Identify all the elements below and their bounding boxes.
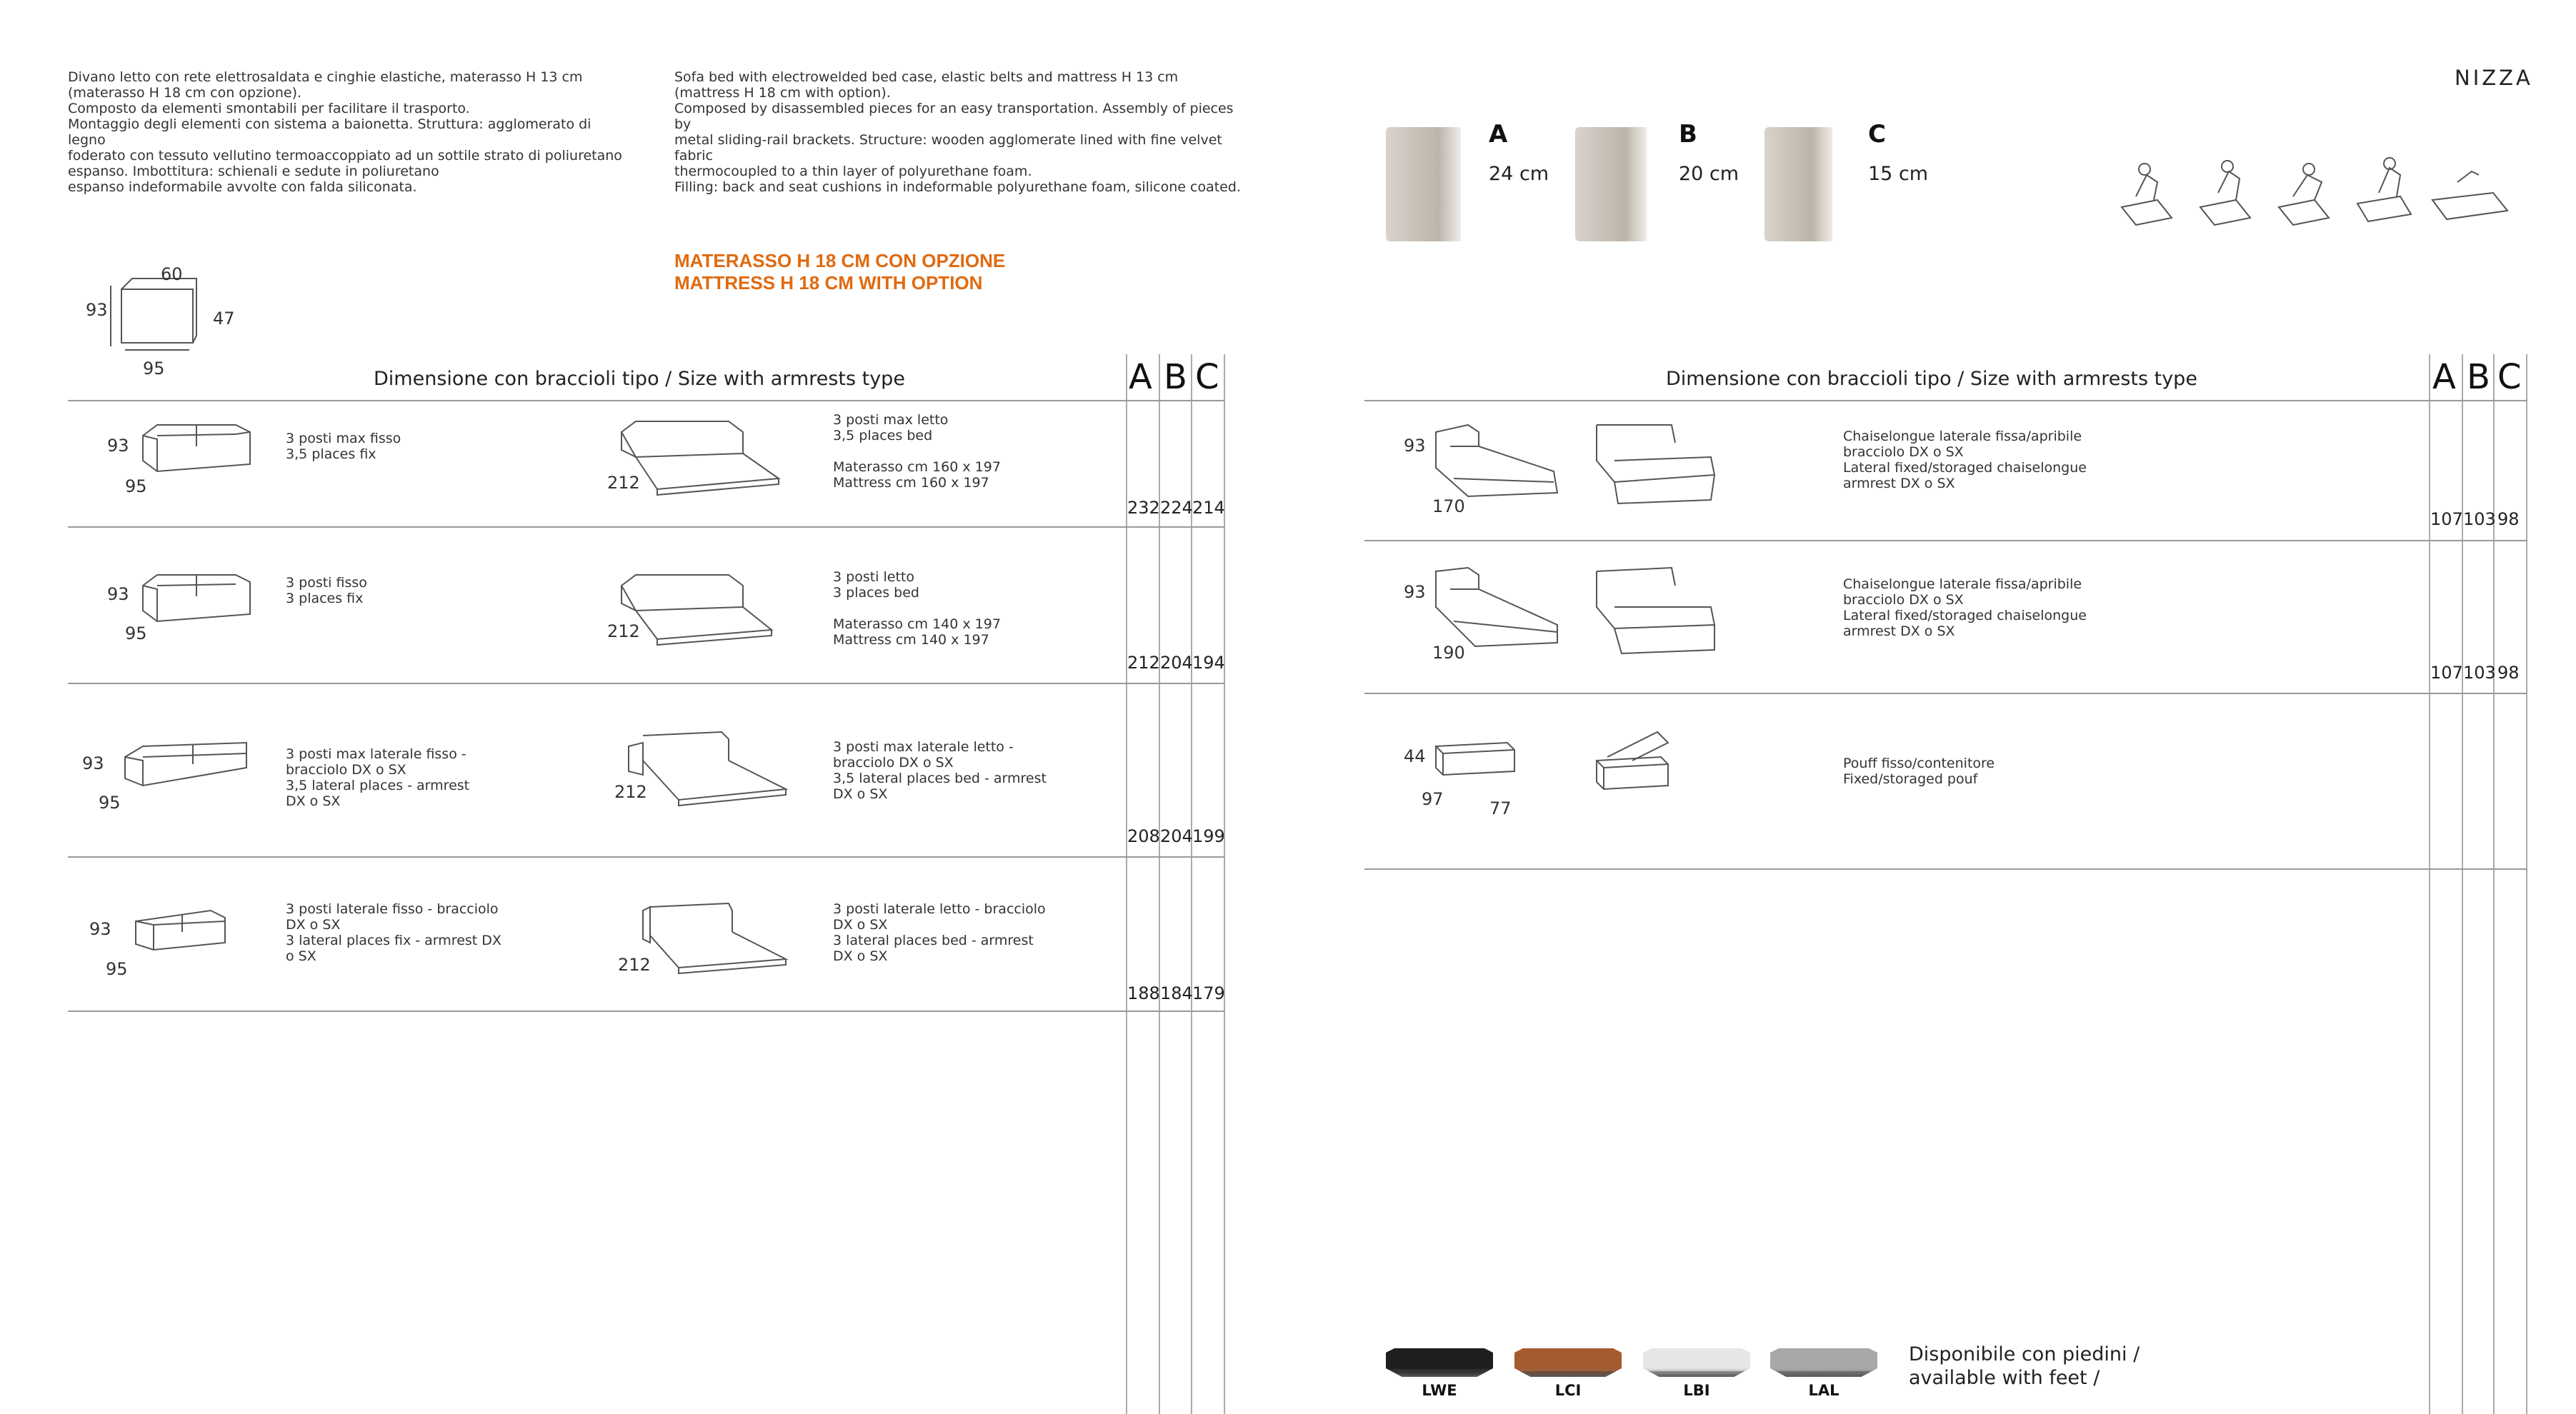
row-width: 97 <box>1422 789 1444 809</box>
row-height: 93 <box>107 584 129 604</box>
row-width: 190 <box>1432 643 1465 663</box>
row-width: 95 <box>99 793 121 813</box>
intro-line: (materasso H 18 cm con opzione). <box>68 85 302 101</box>
row-height: 93 <box>89 919 111 939</box>
row-height: 93 <box>107 436 129 456</box>
intro-italian <box>68 69 625 195</box>
cushion-photo-c <box>1764 127 1832 241</box>
sofa-sketch <box>129 414 271 486</box>
cushion-label-b: B <box>1679 120 1697 149</box>
value-b: 204 <box>1160 826 1193 846</box>
value-c: 98 <box>2497 509 2520 529</box>
value-a: 212 <box>1127 653 1160 673</box>
bed-description: 3 posti max laterale letto - bracciolo DX o SX 3,5 lateral places bed - armrest DX o SX <box>833 739 1047 802</box>
left-table-rule <box>68 400 1225 401</box>
armrest-width: 95 <box>143 358 165 378</box>
cushion-size-c: 15 cm <box>1868 163 1929 185</box>
feet-note: Disponibile con piedini / available with feet / <box>1909 1343 2140 1389</box>
left-table-rule <box>68 526 1225 528</box>
value-b: 184 <box>1160 983 1193 1003</box>
armrest-height: 93 <box>86 300 108 320</box>
row-width: 95 <box>125 476 147 496</box>
bed-width: 212 <box>614 782 647 802</box>
sofa-sketch <box>129 564 271 636</box>
sofa-bed-sketch <box>614 411 793 503</box>
value-a: 208 <box>1127 826 1160 846</box>
cushion-label-c: C <box>1868 120 1886 149</box>
sofa-sketch <box>125 900 268 971</box>
row-height: 93 <box>82 753 104 773</box>
left-table-title: Dimensione con braccioli tipo / Size with armrests type <box>374 368 905 390</box>
cushion-label-a: A <box>1489 120 1508 149</box>
value-a: 107 <box>2430 663 2463 683</box>
value-b: 224 <box>1160 498 1193 518</box>
intro-line: (mattress H 18 cm with option). <box>674 85 891 101</box>
foot-swatch <box>1643 1348 1750 1377</box>
row-height: 44 <box>1404 746 1426 766</box>
row-description: 3 posti max fisso 3,5 places fix <box>286 431 401 462</box>
brand-title: NIZZA <box>2455 66 2533 90</box>
intro-line: Montaggio degli elementi con sistema a baionetta. Struttura: agglomerato di legno <box>68 116 591 148</box>
row-description: 3 posti fisso 3 places fix <box>286 575 367 606</box>
value-c: 194 <box>1192 653 1225 673</box>
right-table-title: Dimensione con braccioli tipo / Size with armrests type <box>1666 368 2197 390</box>
right-col-head-c: C <box>2497 357 2522 397</box>
foot-swatch <box>1514 1348 1622 1377</box>
sofa-bed-sketch <box>621 721 807 814</box>
cushion-size-b: 20 cm <box>1679 163 1739 185</box>
left-col-head-b: B <box>1164 357 1187 397</box>
intro-line: Sofa bed with electrowelded bed case, elastic belts and mattress H 13 cm <box>674 69 1179 85</box>
row-width: 170 <box>1432 496 1465 516</box>
value-c: 199 <box>1192 826 1225 846</box>
value-b: 204 <box>1160 653 1193 673</box>
value-a: 107 <box>2430 509 2463 529</box>
value-c: 98 <box>2497 663 2520 683</box>
row-description: Chaiselongue laterale fissa/apribile bracciolo DX o SX Lateral fixed/storaged chaiselongue armrest DX o SX <box>1843 428 2087 491</box>
cushion-photo-a <box>1386 127 1461 241</box>
pouf-open-sketch <box>1589 725 1689 796</box>
right-col-divider <box>2526 354 2527 1414</box>
row-width: 95 <box>106 959 128 979</box>
left-col-head-c: C <box>1195 357 1219 397</box>
foot-code: LAL <box>1808 1382 1839 1399</box>
intro-line: metal sliding-rail brackets. Structure: wooden agglomerate lined with fine velvet fabric <box>674 132 1222 164</box>
row-depth: 77 <box>1489 798 1512 818</box>
intro-line: thermocoupled to a thin layer of polyurethane foam. <box>674 164 1032 179</box>
row-description: 3 posti laterale fisso - bracciolo DX o SX 3 lateral places fix - armrest DX o SX <box>286 901 501 964</box>
right-table-rule <box>1364 400 2527 401</box>
sofa-sketch <box>114 732 271 803</box>
intro-english <box>674 69 1246 195</box>
chaiselongue-open-sketch <box>1586 418 1750 511</box>
armrest-diagram <box>79 257 250 386</box>
left-table-rule <box>68 683 1225 684</box>
intro-line: Composto da elementi smontabili per facilitare il trasporto. <box>68 101 470 116</box>
bed-width: 212 <box>607 621 640 641</box>
right-col-head-a: A <box>2432 357 2456 397</box>
bed-description: 3 posti laterale letto - bracciolo DX o SX 3 lateral places bed - armrest DX o SX <box>833 901 1046 964</box>
foot-code: LWE <box>1422 1382 1457 1399</box>
value-c: 179 <box>1192 983 1225 1003</box>
foot-code: LCI <box>1554 1382 1582 1399</box>
value-b: 103 <box>2463 663 2496 683</box>
intro-line: espanso. Imbottitura: schienali e sedute in poliuretano <box>68 164 439 179</box>
sofa-bed-sketch <box>614 564 793 657</box>
armrest-depth: 60 <box>161 264 183 284</box>
foot-code: LBI <box>1683 1382 1710 1399</box>
cushion-photo-b <box>1575 127 1647 241</box>
row-description: Pouff fisso/contenitore Fixed/storaged pouf <box>1843 756 1995 787</box>
left-col-head-a: A <box>1129 357 1152 397</box>
row-width: 95 <box>125 623 147 643</box>
armrest-seat: 47 <box>213 309 235 329</box>
sofa-bed-sketch <box>636 896 814 989</box>
intro-line: foderato con tessuto vellutino termoaccoppiato ad un sottile strato di poliuretano <box>68 148 622 164</box>
row-description: Chaiselongue laterale fissa/apribile bracciolo DX o SX Lateral fixed/storaged chaiselongue armrest DX o SX <box>1843 576 2087 639</box>
right-table-rule <box>1364 868 2527 870</box>
cushion-size-a: 24 cm <box>1489 163 1549 185</box>
intro-line: Filling: back and seat cushions in indeformable polyurethane foam, silicone coated. <box>674 179 1241 195</box>
foot-swatch <box>1386 1348 1493 1377</box>
chaiselongue-open-sketch <box>1586 564 1750 664</box>
value-c: 214 <box>1192 498 1225 518</box>
value-a: 188 <box>1127 983 1160 1003</box>
right-table-rule <box>1364 693 2527 694</box>
bed-width: 212 <box>618 955 651 975</box>
left-table-rule <box>68 856 1225 858</box>
row-height: 93 <box>1404 436 1426 456</box>
value-a: 232 <box>1127 498 1160 518</box>
option-note-en: MATTRESS H 18 CM WITH OPTION <box>674 272 983 294</box>
pouf-sketch <box>1429 732 1529 796</box>
bed-description: 3 posti max letto 3,5 places bed Materasso cm 160 x 197 Mattress cm 160 x 197 <box>833 412 1001 491</box>
right-col-head-b: B <box>2467 357 2490 397</box>
option-note-it: MATERASSO H 18 CM CON OPZIONE <box>674 250 1006 271</box>
right-table-rule <box>1364 540 2527 541</box>
intro-line: Composed by disassembled pieces for an easy transportation. Assembly of pieces by <box>674 101 1234 132</box>
bed-description: 3 posti letto 3 places bed Materasso cm 140 x 197 Mattress cm 140 x 197 <box>833 569 1001 648</box>
row-height: 93 <box>1404 582 1426 602</box>
assembly-steps-icon <box>2115 154 2515 232</box>
value-b: 103 <box>2463 509 2496 529</box>
foot-swatch <box>1770 1348 1877 1377</box>
bed-width: 212 <box>607 473 640 493</box>
intro-line: espanso indeformabile avvolte con falda siliconata. <box>68 179 417 195</box>
row-description: 3 posti max laterale fisso - bracciolo DX o SX 3,5 lateral places - armrest DX o SX <box>286 746 470 809</box>
left-table-rule <box>68 1011 1225 1012</box>
intro-line: Divano letto con rete elettrosaldata e cinghie elastiche, materasso H 13 cm <box>68 69 583 85</box>
